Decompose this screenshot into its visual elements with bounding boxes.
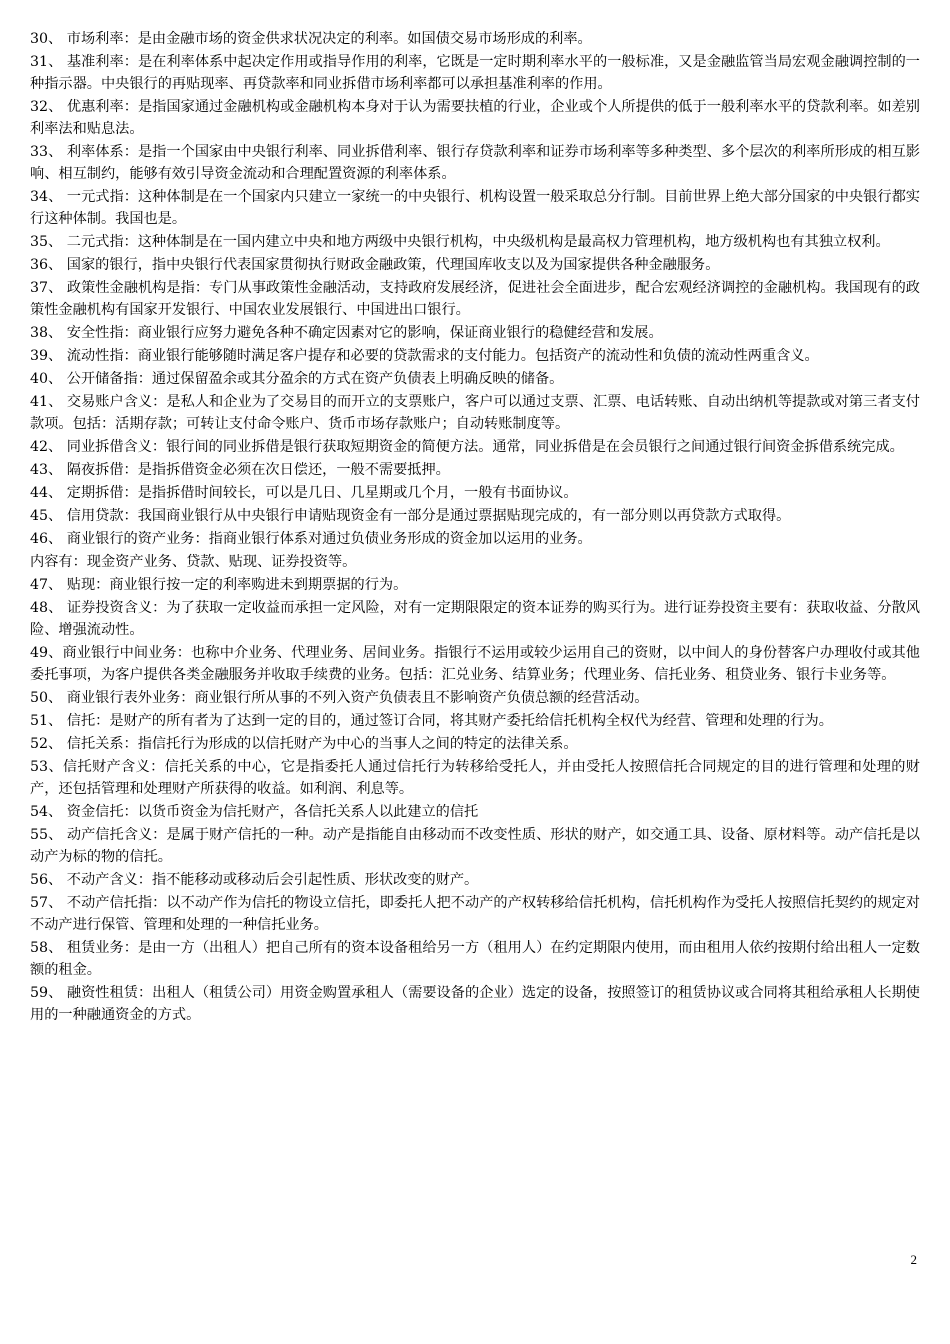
entry-36: 36、 国家的银行，指中央银行代表国家贯彻执行财政金融政策，代理国库收支以及为国家提供各种金融服务。: [30, 257, 720, 273]
entry-33: 33、 利率体系：是指一个国家由中央银行利率、同业拆借利率、银行存贷款利率和证券市场利率等多种类型、多个层次的利率所形成的相互影响、相互制约，能够有效引导资金流动和合理配置资源的利率体系。: [30, 144, 920, 182]
entry-50: 50、 商业银行表外业务：商业银行所从事的不列入资产负债表且不影响资产负债总额的经营活动。: [30, 690, 649, 706]
entry-49: 49、商业银行中间业务：也称中介业务、代理业务、居间业务。指银行不运用或较少运用自己的资财，以中间人的身份替客户办理收付或其他委托事项，为客户提供各类金融服务并收取手续费的业务。包括：汇兑业务、结算业务；代理业务、信托业务、租贷业务、银行卡业务等。: [30, 645, 920, 683]
entry-55: 55、 动产信托含义：是属于财产信托的一种。动产是指能自由移动而不改变性质、形状的财产，如交通工具、设备、原材料等。动产信托是以动产为标的物的信托。: [30, 827, 920, 865]
entry-34: 34、 一元式指：这种体制是在一个国家内只建立一家统一的中央银行、机构设置一般采取总分行制。目前世界上绝大部分国家的中央银行都实行这种体制。我国也是。: [30, 189, 920, 227]
document-body: [30, 28, 920, 1027]
entry-43: 43、 隔夜拆借：是指拆借资金必须在次日偿还，一般不需要抵押。: [30, 462, 450, 478]
entry-30: 30、 市场利率：是由金融市场的资金供求状况决定的利率。如国债交易市场形成的利率。: [30, 31, 592, 47]
page-number: 2: [910, 1252, 917, 1267]
entry-35: 35、 二元式指：这种体制是在一国内建立中央和地方两级中央银行机构，中央级机构是最高权力管理机构，地方级机构也有其独立权利。: [30, 234, 890, 250]
entry-40: 40、 公开储备指：通过保留盈余或其分盈余的方式在资产负债表上明确反映的储备。: [30, 371, 564, 387]
entry-57: 57、 不动产信托指：以不动产作为信托的物设立信托，即委托人把不动产的产权转移给信托机构，信托机构作为受托人按照信托契约的规定对不动产进行保管、管理和处理的一种信托业务。: [30, 895, 920, 933]
entry-37: 37、 政策性金融机构是指：专门从事政策性金融活动，支持政府发展经济，促进社会全面进步，配合宏观经济调控的金融机构。我国现有的政策性金融机构有国家开发银行、中国农业发展银行、中国进出口银行。: [30, 280, 920, 318]
entry-46: 46、 商业银行的资产业务：指商业银行体系对通过负债业务形成的资金加以运用的业务。: [30, 531, 592, 547]
entry-48: 48、 证券投资含义：为了获取一定收益而承担一定风险，对有一定期限限定的资本证券的购买行为。进行证券投资主要有：获取收益、分散风险、增强流动性。: [30, 600, 920, 638]
entry-44: 44、 定期拆借：是指拆借时间较长，可以是几日、几星期或几个月，一般有书面协议。: [30, 485, 578, 501]
entry-46-contents: 内容有：现金资产业务、贷款、贴现、证券投资等。: [30, 554, 357, 570]
entry-31: 31、 基准利率：是在利率体系中起决定作用或指导作用的利率，它既是一定时期利率水平的一般标准，又是金融监管当局宏观金融调控制的一种指示器。中央银行的再贴现率、再贷款率和同业拆借市场利率都可以承担基准利率的作用。: [30, 54, 920, 92]
entry-53: 53、信托财产含义：信托关系的中心，它是指委托人通过信托行为转移给受托人，并由受托人按照信托合同规定的目的进行管理和处理的财产，还包括管理和处理财产所获得的收益。如利润、利息等。: [30, 759, 920, 797]
entry-47: 47、 贴现：商业银行按一定的利率购进未到期票据的行为。: [30, 577, 408, 593]
entry-42: 42、 同业拆借含义：银行间的同业拆借是银行获取短期资金的简便方法。通常，同业拆借是在会员银行之间通过银行间资金拆借系统完成。: [30, 439, 904, 455]
entry-59: 59、 融资性租赁：出租人（租赁公司）用资金购置承租人（需要设备的企业）选定的设备，按照签订的租赁协议或合同将其租给承租人长期使用的一种融通资金的方式。: [30, 985, 920, 1023]
entry-58: 58、 租赁业务：是由一方（出租人）把自己所有的资本设备租给另一方（租用人）在约定期限内使用，而由租用人依约按期付给出租人一定数额的租金。: [30, 940, 920, 978]
entry-32: 32、 优惠利率：是指国家通过金融机构或金融机构本身对于认为需要扶植的行业，企业或个人所提供的低于一般利率水平的贷款利率。如差别利率法和贴息法。: [30, 99, 920, 137]
entry-54: 54、 资金信托：以货币资金为信托财产，各信托关系人以此建立的信托: [30, 804, 479, 820]
entry-39: 39、 流动性指：商业银行能够随时满足客户提存和必要的贷款需求的支付能力。包括资产的流动性和负债的流动性两重含义。: [30, 348, 819, 364]
entry-38: 38、 安全性指：商业银行应努力避免各种不确定因素对它的影响，保证商业银行的稳健经营和发展。: [30, 325, 663, 341]
entry-51: 51、 信托：是财产的所有者为了达到一定的目的，通过签订合同，将其财产委托给信托机构全权代为经营、管理和处理的行为。: [30, 713, 833, 729]
entry-45: 45、 信用贷款：我国商业银行从中央银行申请贴现资金有一部分是通过票据贴现完成的，有一部分则以再贷款方式取得。: [30, 508, 791, 524]
entry-41: 41、 交易账户含义：是私人和企业为了交易目的而开立的支票账户，客户可以通过支票、汇票、电话转账、自动出纳机等提款或对第三者支付款项。包括：活期存款；可转让支付命令账户、货币市场存款账户；自动转账制度等。: [30, 394, 920, 432]
entry-56: 56、 不动产含义：指不能移动或移动后会引起性质、形状改变的财产。: [30, 872, 479, 888]
entry-52: 52、 信托关系：指信托行为形成的以信托财产为中心的当事人之间的特定的法律关系。: [30, 736, 578, 752]
